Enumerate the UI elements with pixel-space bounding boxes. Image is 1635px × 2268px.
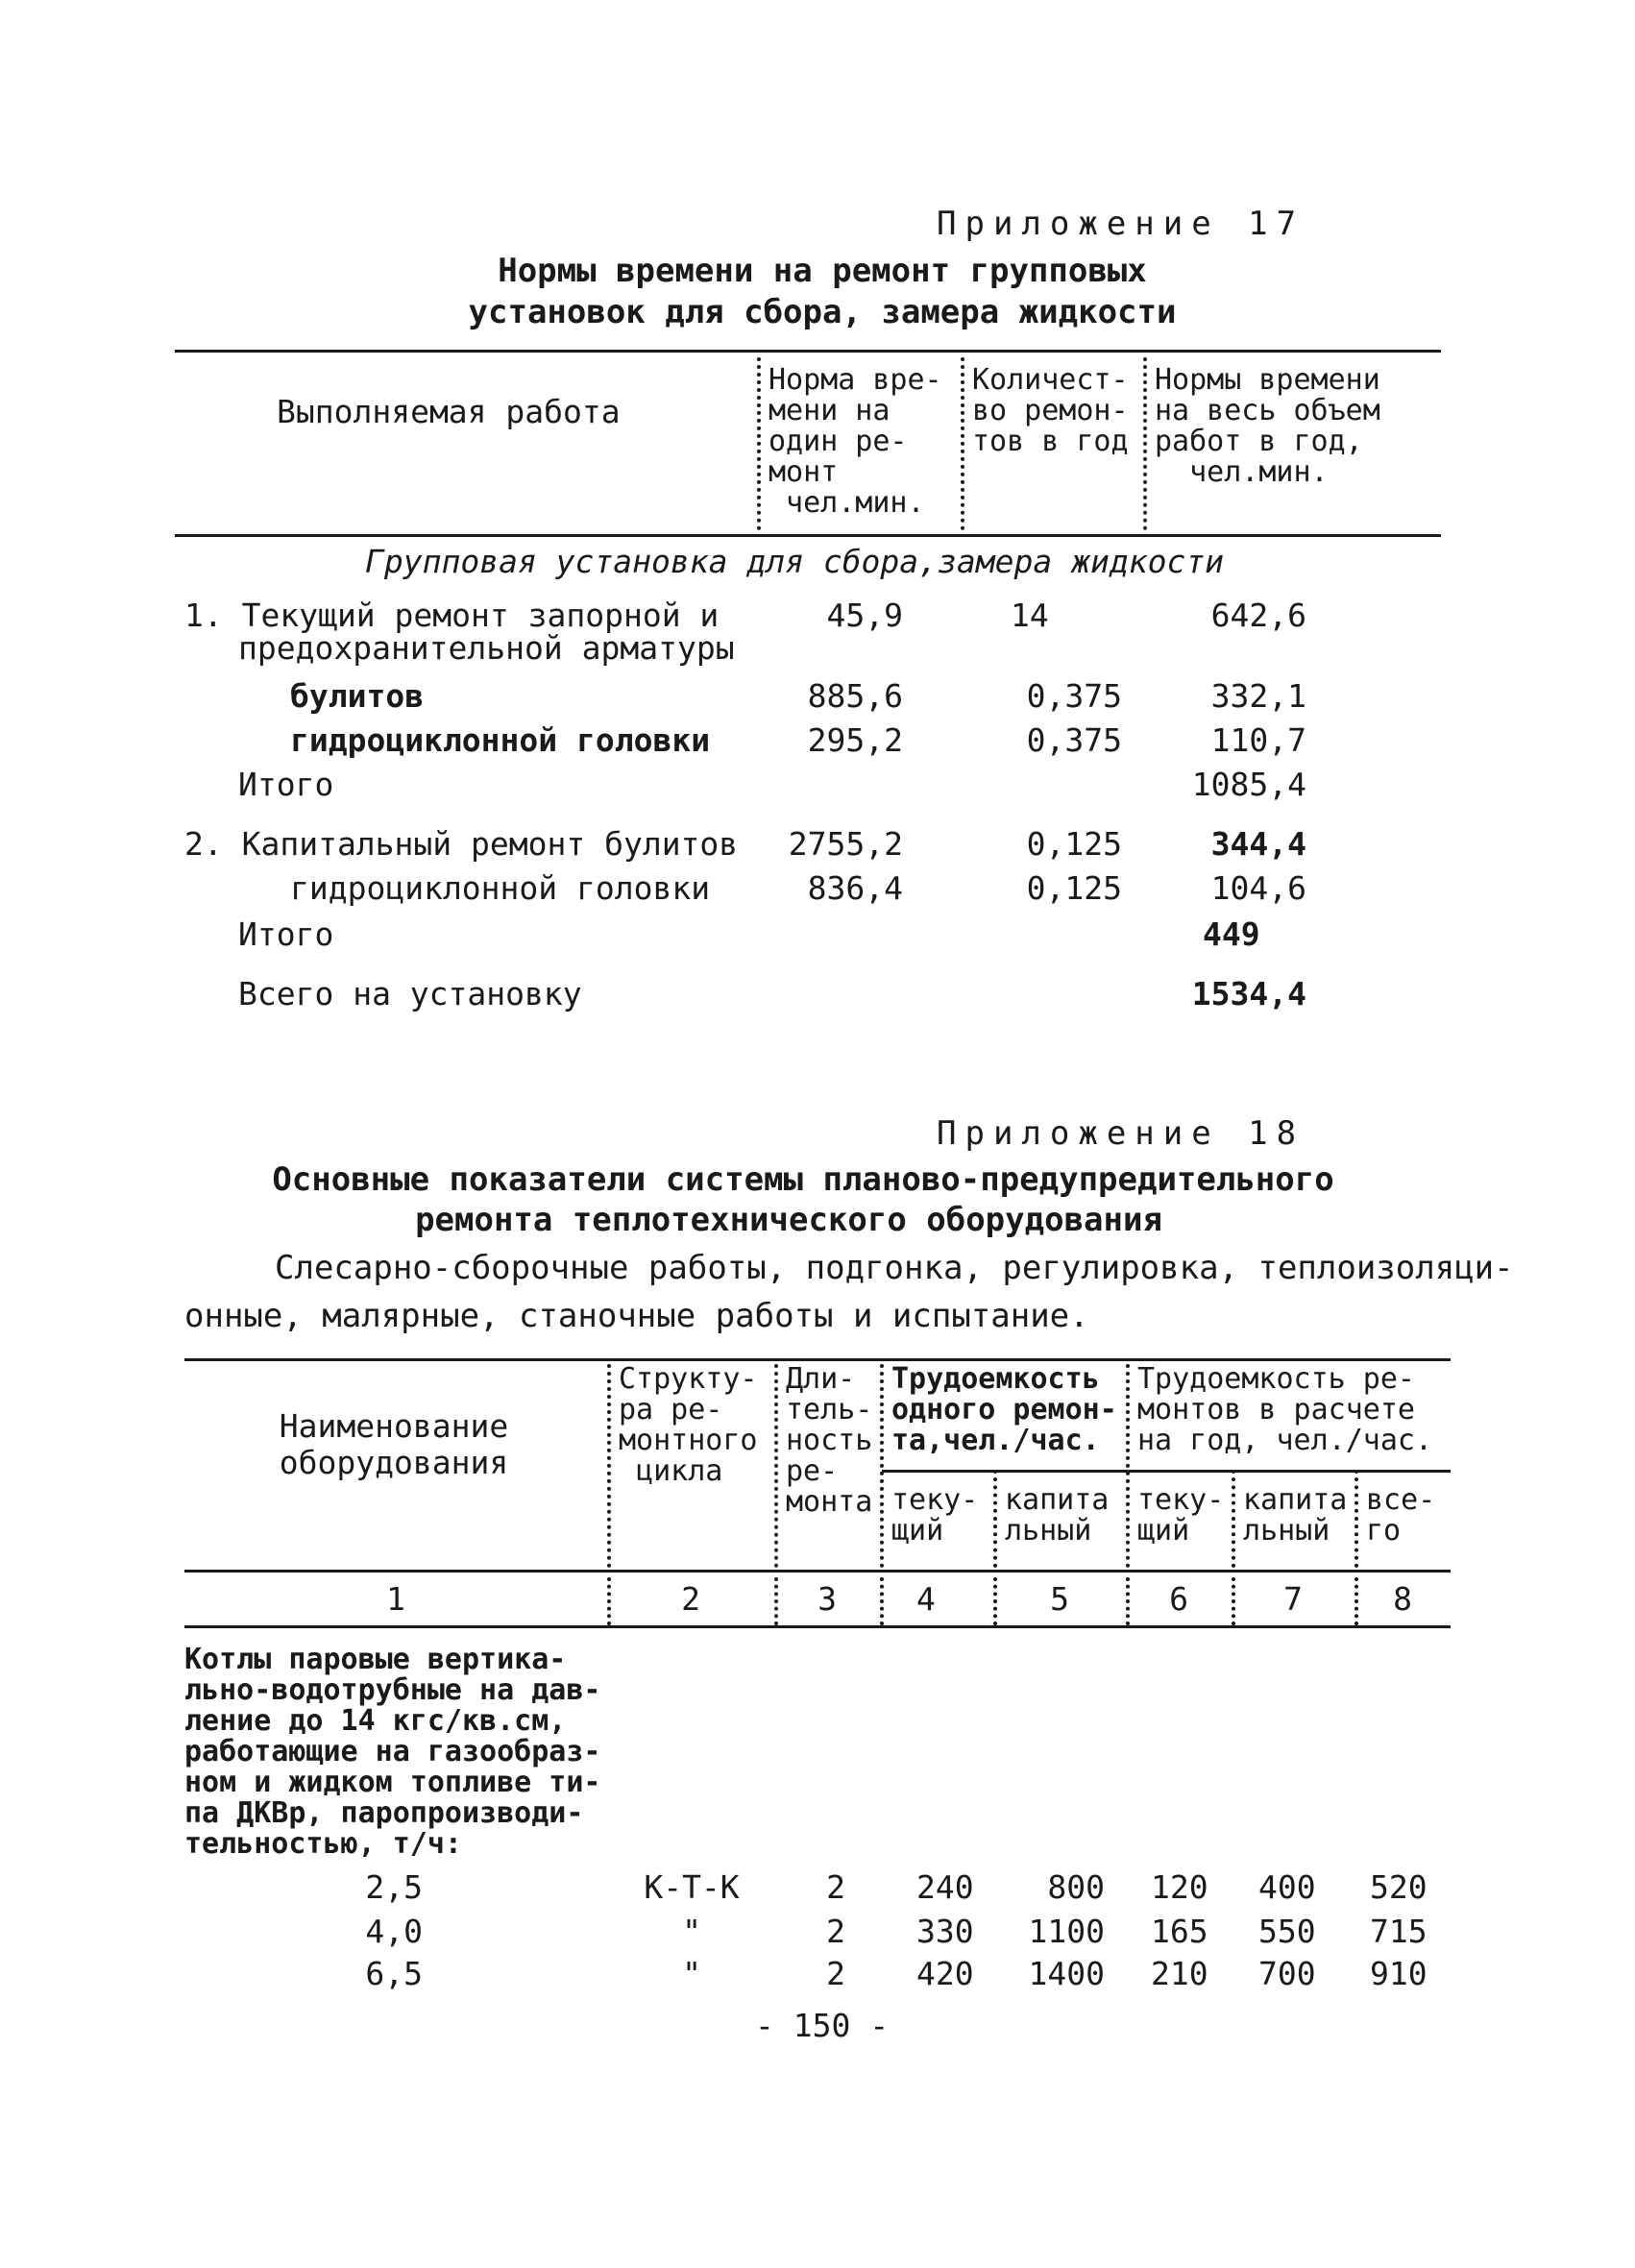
col-header-count: Количест- во ремон- тов в год bbox=[972, 363, 1129, 458]
col-header-labor-one: Трудоемкость одного ремон- та,чел./час. bbox=[891, 1362, 1117, 1457]
appendix-18-label: Приложение 18 bbox=[937, 1114, 1306, 1153]
col-header-current-1: теку- щий bbox=[891, 1483, 979, 1548]
page-number: - 150 - bbox=[755, 2007, 890, 2044]
appendix-17-title-line1: Нормы времени на ремонт групповых bbox=[498, 252, 1147, 290]
col-header-work: Выполняемая работа bbox=[277, 393, 621, 430]
col-header-struct: Структу- ра ре- монтного цикла bbox=[619, 1362, 758, 1488]
appendix-18-title-line2: ремонта теплотехнического оборудования bbox=[415, 1201, 1162, 1239]
appendix-17-title-line2: установок для сбора, замера жидкости bbox=[468, 293, 1177, 331]
col-header-current-2: теку- щий bbox=[1137, 1483, 1225, 1548]
col-header-duration: Дли- тель- ность ре- монта bbox=[786, 1362, 873, 1519]
col-header-norm: Норма вре- мени на один ре- монт чел.мин. bbox=[769, 363, 942, 520]
col-header-capital-2: капита льный bbox=[1243, 1483, 1348, 1548]
col-header-labor-year: Трудоемкость ре- монтов в расчете на год, чел./час. bbox=[1137, 1362, 1433, 1457]
appendix-18-desc-line2: онные, малярные, станочные работы и испытание. bbox=[184, 1297, 1089, 1335]
appendix-18-title-line1: Основные показатели системы планово-предупредительного bbox=[272, 1160, 1334, 1199]
section-title: Групповая установка для сбора,замера жидкости bbox=[365, 543, 1225, 580]
col-header-name: Наименование оборудования bbox=[279, 1407, 509, 1481]
appendix-17-label: Приложение 17 bbox=[937, 205, 1306, 243]
equipment-group-description: Котлы паровые вертика- льно-водотрубные на дав- ление до 14 кгс/кв.см, работающие на газообраз- ном и жидком топливе ти- па ДКВр, паропроизводи- тельностью, т/ч: bbox=[184, 1643, 601, 1861]
col-header-total: Нормы времени на весь объем работ в год, чел.мин. bbox=[1155, 363, 1380, 489]
col-header-total: все- го bbox=[1366, 1483, 1436, 1548]
appendix-18-desc-line1: Слесарно-сборочные работы, подгонка, регулировка, теплоизоляци- bbox=[275, 1249, 1514, 1287]
col-header-capital-1: капита льный bbox=[1005, 1483, 1110, 1548]
